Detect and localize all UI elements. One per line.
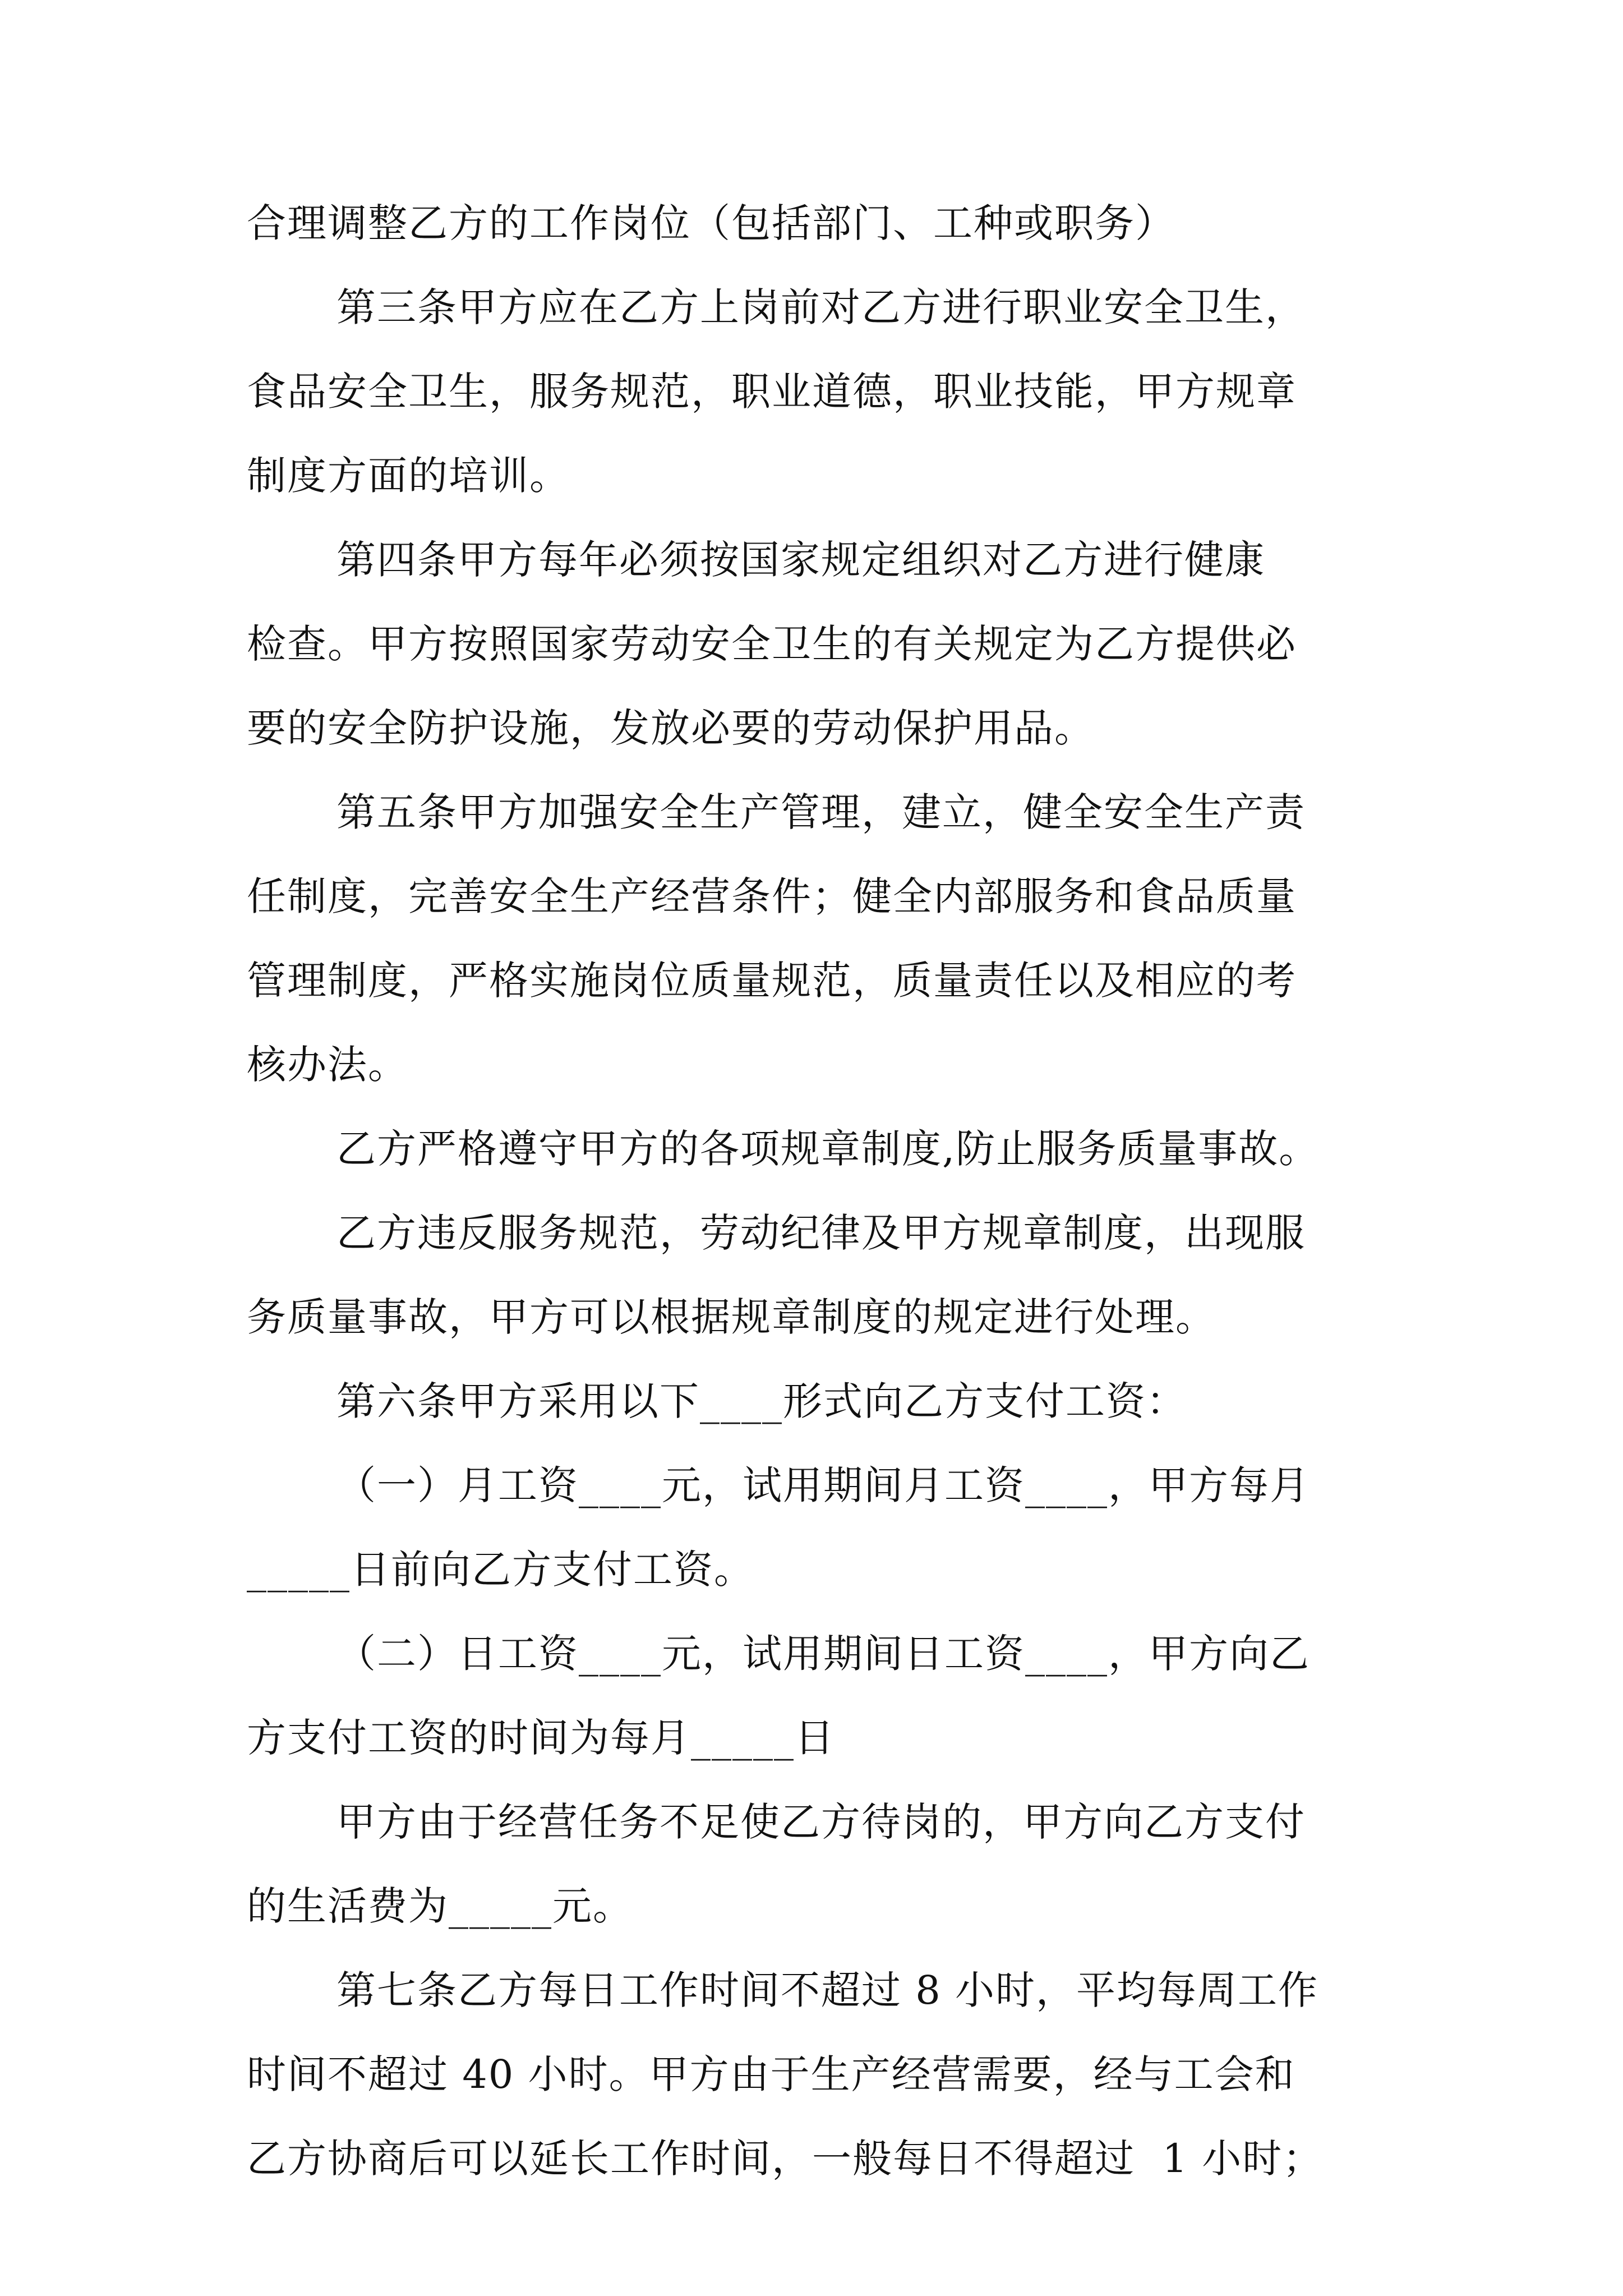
text-line: 食品安全卫生，服务规范，职业道德，职业技能，甲方规章 [247,369,1297,415]
text-line: 第四条甲方每年必须按国家规定组织对乙方进行健康 [336,537,1265,583]
text-line: 管理制度，严格实施岗位质量规范，质量责任以及相应的考 [247,958,1297,1004]
text-line: 第三条甲方应在乙方上岗前对乙方进行职业安全卫生， [336,284,1306,330]
text-line: 要的安全防护设施，发放必要的劳动保护用品。 [247,705,1095,751]
text-line: 的生活费为_____元。 [247,1883,633,1929]
text-line: 检查。甲方按照国家劳动安全卫生的有关规定为乙方提供必 [247,621,1297,667]
text-line: （一）月工资____元，试用期间月工资____，甲方每月 [336,1462,1310,1508]
text-line: 乙方协商后可以延长工作时间，一般每日不得超过 1 小时； [247,2136,1324,2182]
text-line: 时间不超过 40 小时。甲方由于生产经营需要，经与工会和 [247,2051,1295,2097]
text-line: 第五条甲方加强安全生产管理，建立，健全安全生产责 [336,789,1306,835]
text-line: 甲方由于经营任务不足使乙方待岗的，甲方向乙方支付 [336,1799,1306,1845]
text-line: 方支付工资的时间为每月_____日 [247,1715,835,1761]
text-line: 第六条甲方采用以下____形式向乙方支付工资： [336,1378,1187,1424]
text-line: 乙方违反服务规范，劳动纪律及甲方规章制度，出现服 [336,1210,1306,1256]
text-line: _____日前向乙方支付工资。 [247,1547,754,1593]
text-line: （二）日工资____元，试用期间日工资____，甲方向乙 [336,1631,1310,1677]
text-line: 制度方面的培训。 [247,453,570,499]
text-line: 乙方严格遵守甲方的各项规章制度,防止服务质量事故。 [336,1126,1320,1172]
text-line: 任制度，完善安全生产经营条件；健全内部服务和食品质量 [247,873,1297,919]
text-line: 务质量事故，甲方可以根据规章制度的规定进行处理。 [247,1294,1216,1340]
text-line: 核办法。 [247,1042,408,1088]
text-line: 合理调整乙方的工作岗位（包括部门、工种或职务） [247,200,1175,246]
text-line: 第七条乙方每日工作时间不超过 8 小时，平均每周工作 [336,1967,1319,2013]
